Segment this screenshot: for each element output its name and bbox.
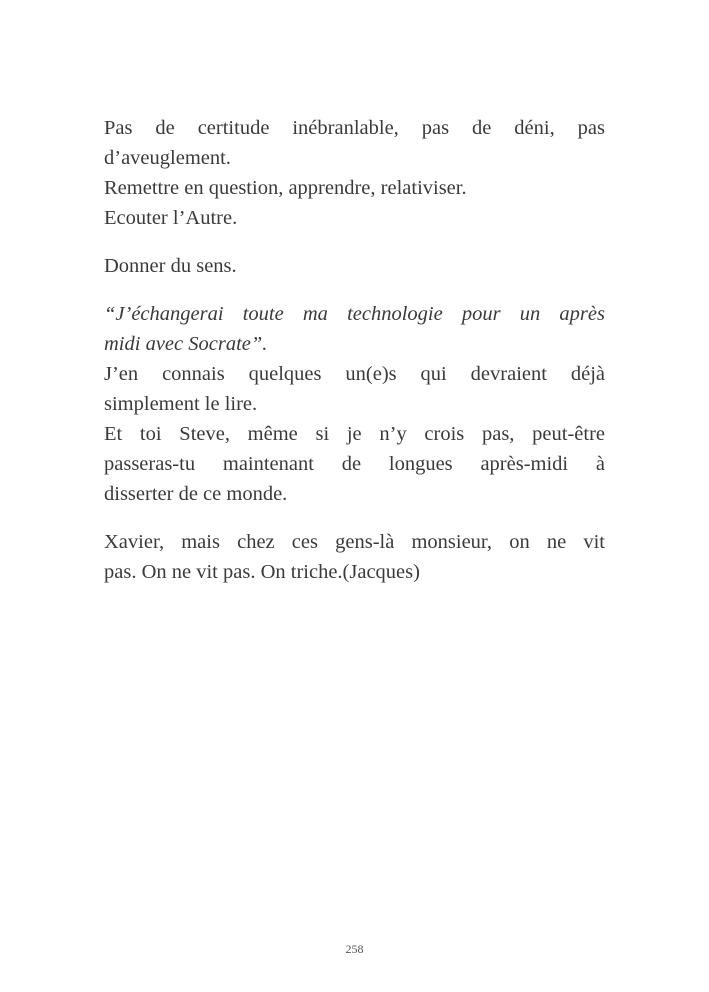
text-line: “J’échangerai toute ma technologie pour un après <box>104 303 605 325</box>
paragraph-certitude <box>104 113 605 173</box>
text-line: Donner du sens. <box>104 255 237 277</box>
text-line: Et toi Steve, même si je n’y crois pas, peut-être <box>104 423 605 445</box>
paragraph-donner-du-sens <box>104 251 605 281</box>
quote-socrate <box>104 299 605 359</box>
body-text <box>104 113 605 587</box>
text-line: passeras-tu maintenant de longues après-midi à <box>104 453 605 475</box>
text-line: simplement le lire. <box>104 393 258 415</box>
text-line: pas. On ne vit pas. On triche.(Jacques) <box>104 561 420 583</box>
text-line: Remettre en question, apprendre, relativiser. <box>104 177 467 199</box>
text-line: midi avec Socrate”. <box>104 333 268 355</box>
paragraph-xavier <box>104 527 605 587</box>
text-line: Pas de certitude inébranlable, pas de déni, pas <box>104 117 605 139</box>
paragraph-spacer <box>104 281 605 299</box>
text-line: J’en connais quelques un(e)s qui devraient déjà <box>104 363 605 385</box>
text-line: disserter de ce monde. <box>104 483 288 505</box>
text-line: Xavier, mais chez ces gens-là monsieur, on ne vit <box>104 531 605 553</box>
paragraph-jen-connais <box>104 359 605 419</box>
paragraph-remettre <box>104 173 605 203</box>
paragraph-steve <box>104 419 605 509</box>
text-line: Ecouter l’Autre. <box>104 207 238 229</box>
paragraph-spacer <box>104 509 605 527</box>
paragraph-spacer <box>104 233 605 251</box>
paragraph-ecouter <box>104 203 605 233</box>
text-line: d’aveuglement. <box>104 147 231 169</box>
page-number: 258 <box>345 942 364 956</box>
